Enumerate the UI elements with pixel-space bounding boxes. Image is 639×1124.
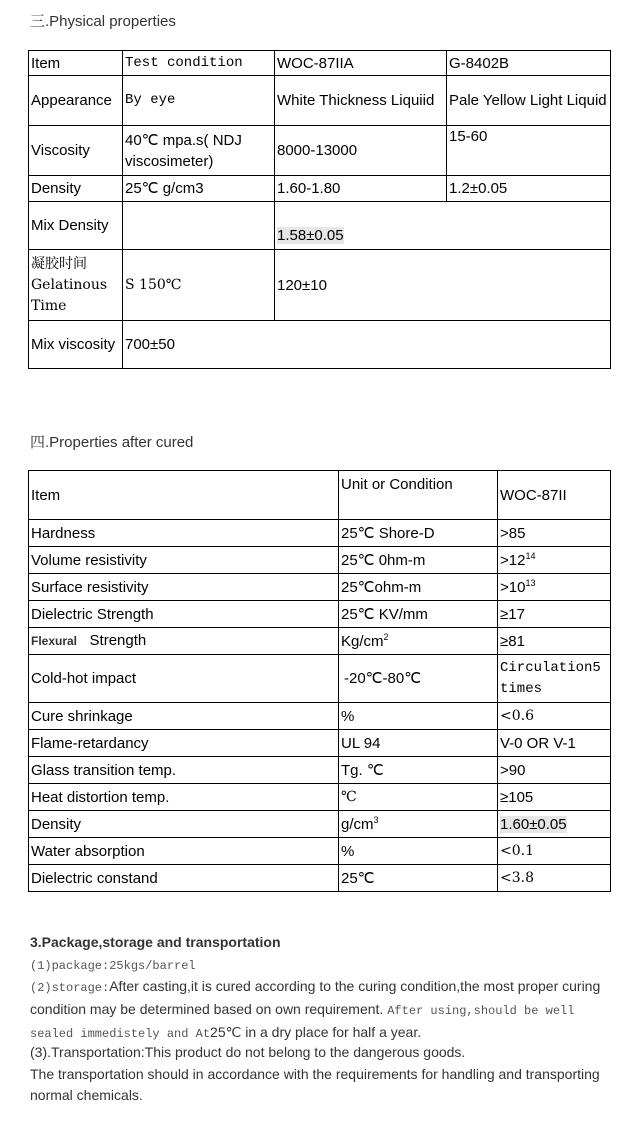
row-value-merged: 120±10 — [275, 250, 611, 321]
row-label: Surface resistivity — [29, 574, 339, 601]
row-label: Cold-hot impact — [29, 655, 339, 703]
row-value — [498, 574, 611, 601]
row-condition: S 150℃ — [123, 250, 275, 321]
row-value: <0.1 — [498, 838, 611, 865]
row-condition: By eye — [123, 76, 275, 126]
gel-label-en1: Gelatinous — [31, 276, 108, 293]
table-row — [29, 865, 611, 892]
row-label: Flame-retardancy — [29, 730, 339, 757]
table-row — [29, 655, 611, 703]
row-condition: 25℃ g/cm3 — [123, 176, 275, 202]
row-label: Heat distortion temp. — [29, 784, 339, 811]
row-label: Dielectric Strength — [29, 601, 339, 628]
row-label: Hardness — [29, 520, 339, 547]
storage-paragraph — [30, 976, 610, 1045]
storage-temp: 25℃ — [210, 1024, 242, 1040]
row-label: Glass transition temp. — [29, 757, 339, 784]
row-condition-empty — [123, 202, 275, 250]
row-value: >90 — [498, 757, 611, 784]
row-value: <0.6 — [498, 703, 611, 730]
table-row — [29, 838, 611, 865]
row-label: Viscosity — [29, 126, 123, 176]
physical-properties-table — [28, 50, 611, 369]
table-row — [29, 321, 611, 369]
row-value: >85 — [498, 520, 611, 547]
row-label: Water absorption — [29, 838, 339, 865]
unit-exponent: 3 — [373, 814, 379, 825]
row-label — [29, 628, 339, 655]
row-label: Mix Density — [29, 202, 123, 250]
storage-text-end: in a dry place for half a year. — [241, 1024, 422, 1040]
table-row — [29, 730, 611, 757]
transportation-paragraph: The transportation should in accordance with the requirements for handling and transporting normal chemicals. — [30, 1066, 600, 1103]
row-condition: % — [339, 838, 498, 865]
table-header-row — [29, 51, 611, 76]
header-item: Item — [29, 471, 339, 520]
row-value: V-0 OR V-1 — [498, 730, 611, 757]
density-value: 1.60±0.05 — [500, 815, 567, 833]
row-value-b: Pale Yellow Light Liquid — [447, 76, 611, 126]
transportation-line: (3).Transportation:This product do not belong to the dangerous goods. — [30, 1044, 466, 1060]
value-base: >10 — [500, 578, 526, 596]
table-row — [29, 520, 611, 547]
row-condition: 25℃ KV/mm — [339, 601, 498, 628]
row-condition: 25℃ 0hm-m — [339, 547, 498, 574]
row-value-a: 1.60-1.80 — [275, 176, 447, 202]
row-value: Circulation5 times — [498, 655, 611, 703]
table-row — [29, 126, 611, 176]
unit-exponent: 2 — [383, 631, 389, 642]
row-label: Mix viscosity — [29, 321, 123, 369]
row-label: Dielectric constand — [29, 865, 339, 892]
row-condition: -20℃-80℃ — [339, 655, 498, 703]
header-unit-condition: Unit or Condition — [339, 471, 498, 520]
row-label — [29, 250, 123, 321]
row-value: ≥81 — [498, 628, 611, 655]
cured-properties-title: 四.Properties after cured — [30, 434, 194, 451]
header-test-condition: Test condition — [123, 51, 275, 76]
gel-label-cn: 凝胶时间 — [31, 255, 87, 272]
row-condition: 25℃ — [339, 865, 498, 892]
mix-density-value: 1.58±0.05 — [277, 227, 344, 244]
row-value: <3.8 — [498, 865, 611, 892]
flexural-label: Flexural — [31, 634, 78, 648]
row-condition: ℃ — [339, 784, 498, 811]
row-value: ≥105 — [498, 784, 611, 811]
row-label: Volume resistivity — [29, 547, 339, 574]
storage-text-mono: After using,should be well sealed immedistely and At — [30, 1004, 575, 1041]
table-row — [29, 784, 611, 811]
header-woc-87ii: WOC-87II — [498, 471, 611, 520]
row-condition: 25℃ Shore-D — [339, 520, 498, 547]
table-row — [29, 574, 611, 601]
cured-properties-table — [28, 470, 611, 892]
row-value-b: 1.2±0.05 — [447, 176, 611, 202]
row-value-a: White Thickness Liquiid — [275, 76, 447, 126]
row-condition: Tg. ℃ — [339, 757, 498, 784]
gel-label-en2: Time — [31, 297, 67, 314]
unit-base: g/cm — [341, 815, 374, 833]
package-text: (1)package:25kgs/barrel — [30, 959, 196, 973]
row-value-b: 15-60 — [447, 126, 611, 176]
row-label: Density — [29, 811, 339, 838]
row-value: ≥17 — [498, 601, 611, 628]
package-line — [30, 954, 610, 977]
row-label: Appearance — [29, 76, 123, 126]
table-row — [29, 628, 611, 655]
row-value — [498, 811, 611, 838]
value-exponent: 14 — [525, 550, 536, 561]
table-row — [29, 811, 611, 838]
package-section-title: 3.Package,storage and transportation — [30, 934, 281, 950]
row-condition: UL 94 — [339, 730, 498, 757]
table-row — [29, 703, 611, 730]
storage-label: (2)storage: — [30, 981, 110, 995]
table-header-row — [29, 471, 611, 520]
row-condition — [339, 811, 498, 838]
row-value-a: 8000-13000 — [275, 126, 447, 176]
table-row — [29, 202, 611, 250]
row-value — [498, 547, 611, 574]
value-exponent: 13 — [525, 577, 536, 588]
table-row — [29, 757, 611, 784]
value-base: >12 — [500, 551, 526, 569]
table-row — [29, 547, 611, 574]
row-condition: % — [339, 703, 498, 730]
row-condition: 25℃ohm-m — [339, 574, 498, 601]
row-condition — [339, 628, 498, 655]
row-value-merged — [275, 202, 611, 250]
strength-label: Strength — [89, 632, 147, 649]
physical-properties-title: 三.Physical properties — [30, 13, 176, 30]
row-value-merged: 700±50 — [123, 321, 611, 369]
header-item: Item — [29, 51, 123, 76]
unit-base: Kg/cm — [341, 632, 384, 650]
header-g-8402b: G-8402B — [447, 51, 611, 76]
row-condition: 40℃ mpa.s( NDJ viscosimeter) — [123, 126, 275, 176]
storage-text: After casting,it is cured according to the curing condition,the most proper curing condition may be determined based on own requirement. — [30, 978, 601, 1017]
row-label: Density — [29, 176, 123, 202]
row-label: Cure shrinkage — [29, 703, 339, 730]
header-woc-87iia: WOC-87IIA — [275, 51, 447, 76]
table-row — [29, 76, 611, 126]
table-row — [29, 176, 611, 202]
table-row — [29, 601, 611, 628]
table-row — [29, 250, 611, 321]
